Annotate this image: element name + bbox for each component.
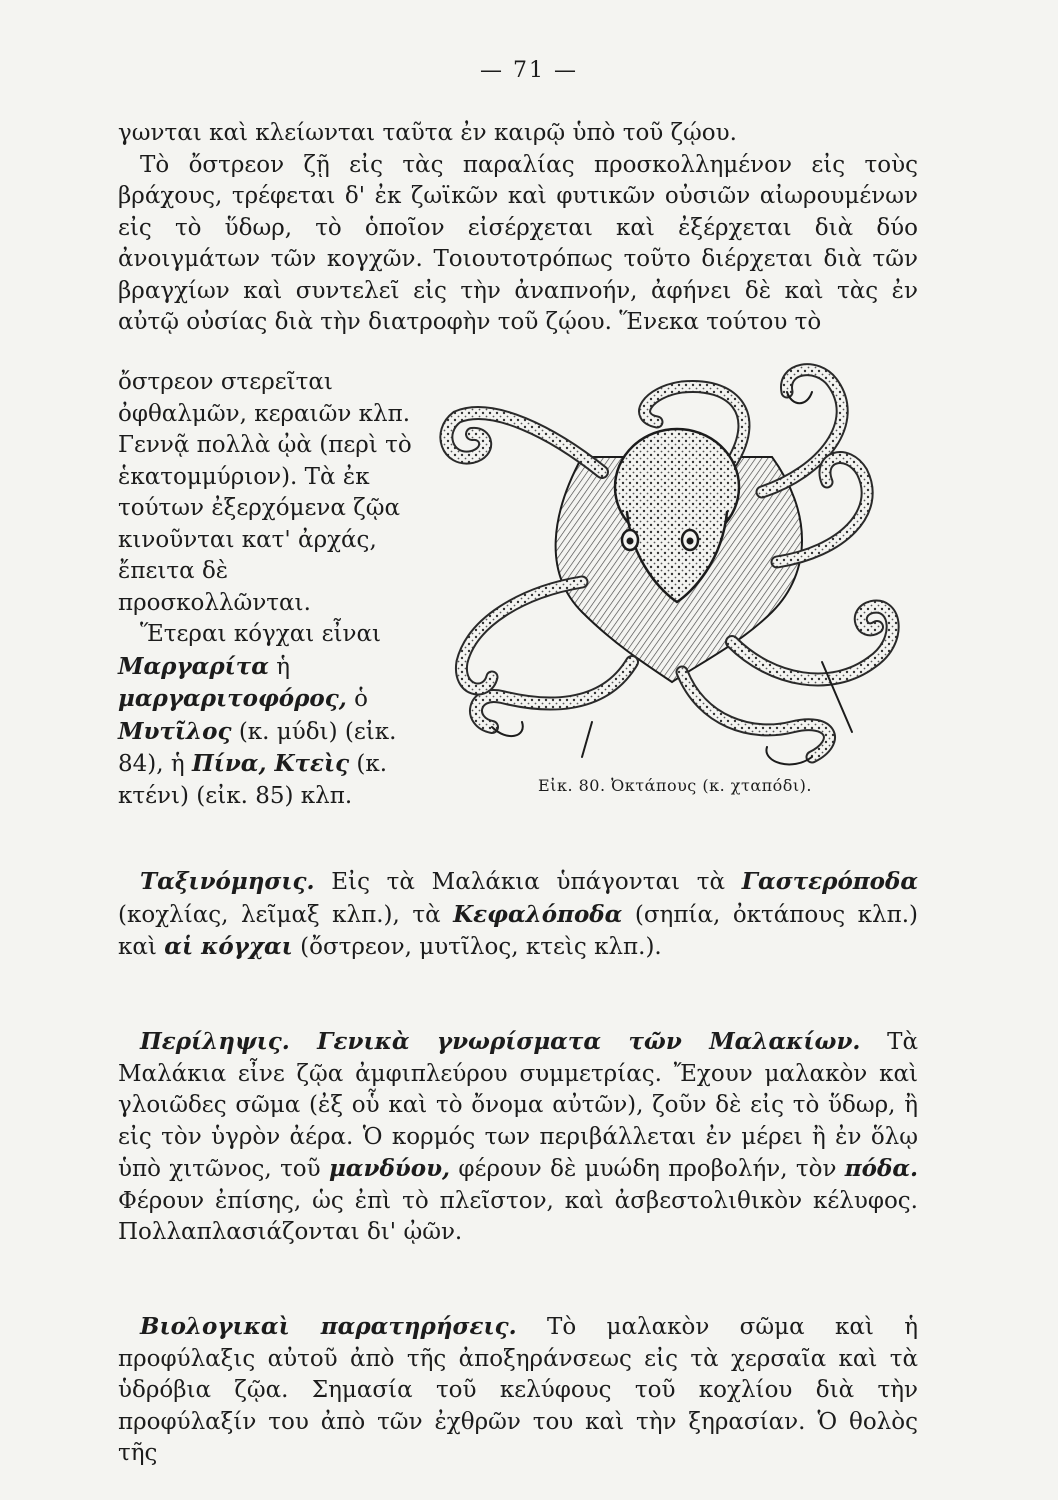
classification-paragraph (118, 866, 918, 964)
other-shells-text-b: ἡ (276, 653, 291, 680)
classification-heading: Ταξινόμησις. (140, 868, 315, 895)
other-shells-text-a: Ἕτεραι κόγχαι εἶναι (140, 621, 382, 647)
summary-text-2: φέρουν δὲ μυώδη προβολήν, τὸν (458, 1156, 837, 1182)
continuation-line: γωνται καὶ κλείωνται ταῦτα ἐν καιρῷ ὑπὸ τοῦ ζῴου. (118, 120, 737, 146)
summary-text-3: Φέρουν ἐπίσης, ὡς ἐπὶ τὸ πλεῖστον, καὶ ἀσβεστολιθικὸν κέλυφος. Πολλαπλασιάζονται δι' ᾠῶν. (118, 1187, 918, 1245)
biological-text (118, 1311, 918, 1470)
page-number: — 71 — (480, 58, 578, 83)
summary-heading: Περίληψις. Γενικὰ γνωρίσματα τῶν Μαλακίων. (140, 1028, 861, 1055)
other-shells-text-c: ὁ (354, 686, 368, 712)
term-pina-ktis: Πίνα, Κτεὶς (191, 750, 350, 777)
octopus-icon (432, 362, 918, 802)
term-gasteropoda: Γαστερόποδα (741, 868, 919, 895)
other-shells-text-d: (κ. μύδι) (εἰκ. 84), ἡ (118, 718, 397, 777)
summary-paragraph (118, 1026, 918, 1249)
classification-text-2: (κοχλίας, λεῖμαξ κλπ.), τὰ (118, 901, 441, 928)
summary-text (118, 1026, 918, 1249)
other-shells-text-e: (κ. κτένι) (εἰκ. 85) κλπ. (118, 751, 388, 809)
term-mandyas: μανδύου, (328, 1155, 451, 1182)
octopus-figure (432, 362, 918, 802)
classification-text-3: (σηπία, ὀκτάπους κλπ.) καὶ (118, 901, 919, 960)
oyster-text-continued: ὄστρεον στερεῖται ὀφθαλμῶν, κεραιῶν κλπ. Γεννᾷ πολλὰ ᾠὰ (περὶ τὸ ἑκατομμύριον). Τὰ ἐκ τούτων ἐξερχόμενα ζῷα κινοῦνται κατ' ἀρχάς, ἔπειτα δὲ προσκολλῶνται. (118, 369, 412, 616)
classification-text-4: (ὄστρεον, μυτῖλος, κτεὶς κλπ.). (300, 934, 662, 960)
term-margaritofora: μαργαριτοφόρος, (118, 685, 347, 712)
term-margarita: Μαργαρίτα (118, 652, 269, 680)
figure-caption: Εἰκ. 80. Ὀκτάπους (κ. χταπόδι). (538, 776, 812, 795)
other-shells-paragraph (118, 619, 413, 812)
classification-text-1: Εἰς τὰ Μαλάκια ὑπάγονται τὰ (331, 869, 725, 895)
summary-text-1: Τὰ Μαλάκια εἶνε ζῷα ἀμφιπλεύρου συμμετρίας. Ἔχουν μαλακὸν καὶ γλοιῶδες σῶμα (ἐξ οὗ καὶ τὸ ὄνομα αὐτῶν), ζοῦν δὲ εἰς τὸ ὕδωρ, ἢ εἰς τὸν ὑγρὸν ἀέρα. Ὁ κορμός των περιβάλλεται ἐν μέρει ἢ ἐν ὅλῳ ὑπὸ χιτῶνος, τοῦ (118, 1029, 919, 1182)
biological-heading: Βιολογικαὶ παρατηρήσεις. (140, 1313, 517, 1340)
term-konchai: αἱ κόγχαι (164, 933, 293, 960)
term-mytilos: Μυτῖλος (118, 717, 232, 745)
wrapped-column (118, 367, 413, 812)
term-kefalopoda: Κεφαλόποδα (453, 900, 623, 928)
paragraph-oyster (118, 118, 918, 339)
classification-text (118, 866, 918, 964)
biological-paragraph (118, 1311, 918, 1470)
oyster-text: Τὸ ὄστρεον ζῇ εἰς τὰς παραλίας προσκολλημένον εἰς τοὺς βράχους, τρέφεται δ' ἐκ ζωϊκῶν καὶ φυτικῶν οὐσιῶν αἰωρουμένων εἰς τὸ ὕδωρ, τὸ ὁποῖον εἰσέρχεται καὶ ἐξέρχεται διὰ δύο ἀνοιγμάτων τῶν κογχῶν. Τοιουτοτρόπως τοῦτο διέρχεται διὰ τῶν βραγχίων καὶ συντελεῖ εἰς τὴν ἀναπνοήν, ἀφήνει δὲ καὶ τὰς ἐν αὐτῷ οὐσίας διὰ τὴν διατροφὴν τοῦ ζῴου. Ἕνεκα τούτου τὸ (118, 151, 918, 335)
term-poda: πόδα. (844, 1155, 919, 1182)
biological-text-1: Τὸ μαλακὸν σῶμα καὶ ἡ προφύλαξις αὐτοῦ ἀπὸ τῆς ἀποξηράνσεως εἰς τὰ χερσαῖα καὶ τὰ ὑδρόβια ζῷα. Σημασία τοῦ κελύφους τοῦ κοχλίου διὰ τὴν προφύλαξίν του ἀπὸ τῶν ἐχθρῶν του καὶ τὴν ξηρασίαν. Ὁ θολὸς τῆς (118, 1314, 919, 1466)
